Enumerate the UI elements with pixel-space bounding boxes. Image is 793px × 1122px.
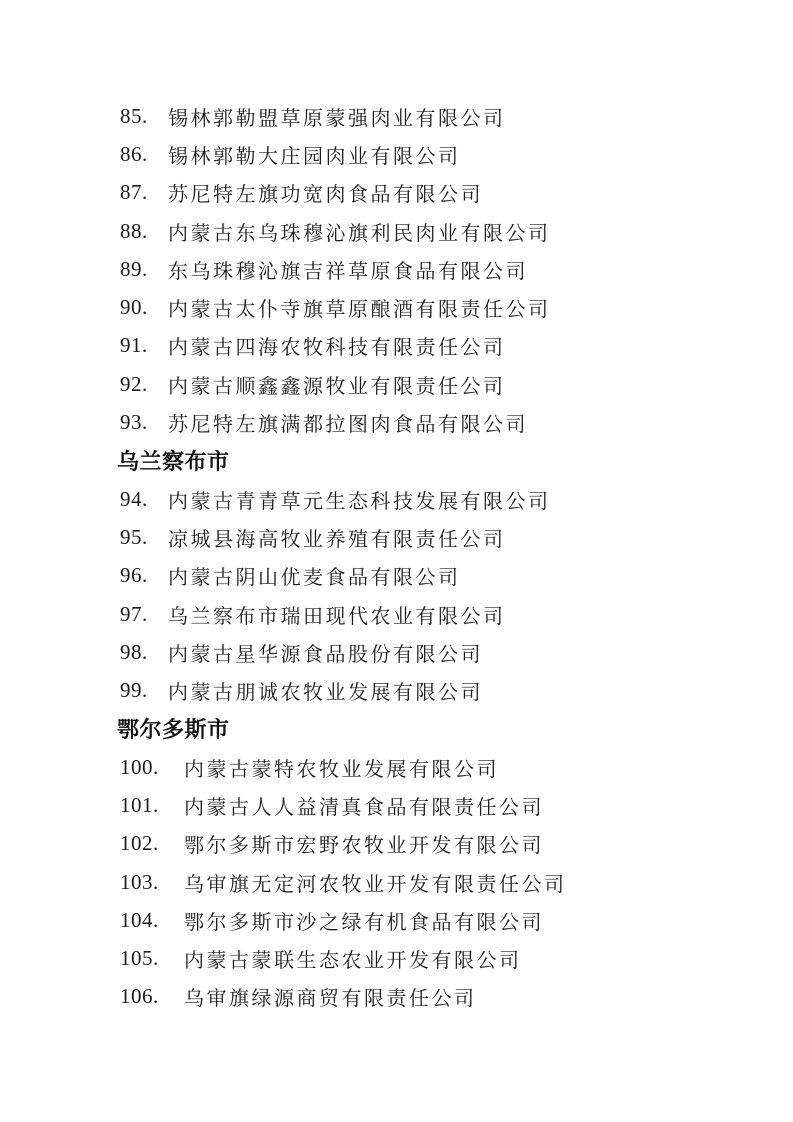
item-number: 85. <box>120 103 148 128</box>
list-item <box>120 557 733 595</box>
item-number: 92. <box>120 371 148 396</box>
list-item <box>120 250 733 288</box>
item-number: 103. <box>120 869 159 894</box>
item-name: 内蒙古朋诚农牧业发展有限公司 <box>168 682 483 705</box>
item-name: 内蒙古星华源食品股份有限公司 <box>168 643 483 666</box>
item-number: 102. <box>120 831 159 856</box>
section-header-label: 鄂尔多斯市 <box>117 717 230 743</box>
item-number: 97. <box>120 601 148 626</box>
list-item <box>120 135 733 173</box>
item-name: 内蒙古青青草元生态科技发展有限公司 <box>168 490 551 513</box>
item-number: 91. <box>120 333 148 358</box>
list-item <box>120 748 733 786</box>
list-item <box>120 518 733 556</box>
item-number: 87. <box>120 180 148 205</box>
item-name: 凉城县海高牧业养殖有限责任公司 <box>168 528 506 551</box>
item-name: 锡林郭勒大庄园肉业有限公司 <box>168 145 461 168</box>
item-number: 105. <box>120 946 159 971</box>
item-number: 86. <box>120 141 148 166</box>
list-item <box>120 212 733 250</box>
list-item <box>120 940 733 978</box>
item-number: 89. <box>120 256 148 281</box>
item-number: 106. <box>120 984 159 1009</box>
list-item <box>120 595 733 633</box>
list-item <box>120 786 733 824</box>
item-number: 94. <box>120 486 148 511</box>
item-name: 锡林郭勒盟草原蒙强肉业有限公司 <box>168 107 506 130</box>
item-number: 95. <box>120 524 148 549</box>
list-item <box>120 633 733 671</box>
list-item <box>120 365 733 403</box>
list-item <box>120 863 733 901</box>
item-name: 乌兰察布市瑞田现代农业有限公司 <box>168 605 506 628</box>
list-item <box>120 978 733 1016</box>
list-item <box>120 480 733 518</box>
item-name: 内蒙古四海农牧科技有限责任公司 <box>168 337 506 360</box>
list-item <box>120 174 733 212</box>
list-item <box>120 901 733 939</box>
item-name: 乌审旗绿源商贸有限责任公司 <box>184 988 477 1011</box>
item-name: 乌审旗无定河农牧业开发有限责任公司 <box>184 873 567 896</box>
item-name: 东乌珠穆沁旗吉祥草原食品有限公司 <box>168 260 528 283</box>
item-name: 鄂尔多斯市沙之绿有机食品有限公司 <box>184 911 544 934</box>
item-number: 98. <box>120 639 148 664</box>
item-number: 99. <box>120 678 148 703</box>
item-name: 苏尼特左旗满都拉图肉食品有限公司 <box>168 414 528 437</box>
list-item <box>120 97 733 135</box>
item-name: 内蒙古阴山优麦食品有限公司 <box>168 567 461 590</box>
item-name: 内蒙古东乌珠穆沁旗利民肉业有限公司 <box>168 222 551 245</box>
item-number: 93. <box>120 410 148 435</box>
list-item <box>120 288 733 326</box>
list-item <box>120 825 733 863</box>
item-number: 96. <box>120 563 148 588</box>
list-item <box>120 403 733 441</box>
item-name: 内蒙古太仆寺旗草原酿酒有限责任公司 <box>168 299 551 322</box>
item-name: 内蒙古蒙联生态农业开发有限公司 <box>184 950 522 973</box>
item-number: 104. <box>120 907 159 932</box>
item-number: 88. <box>120 218 148 243</box>
item-name: 内蒙古蒙特农牧业发展有限公司 <box>184 758 499 781</box>
item-name: 内蒙古人人益清真食品有限责任公司 <box>184 796 544 819</box>
item-name: 内蒙古顺鑫鑫源牧业有限责任公司 <box>168 375 506 398</box>
item-number: 101. <box>120 792 159 817</box>
item-number: 90. <box>120 295 148 320</box>
item-name: 鄂尔多斯市宏野农牧业开发有限公司 <box>184 835 544 858</box>
section-header-eerduosi <box>117 710 733 748</box>
section-header-wulanchabu <box>117 442 733 480</box>
list-item <box>120 671 733 709</box>
item-number: 100. <box>120 754 159 779</box>
list-item <box>120 327 733 365</box>
item-name: 苏尼特左旗功宽肉食品有限公司 <box>168 184 483 207</box>
section-header-label: 乌兰察布市 <box>117 449 230 475</box>
